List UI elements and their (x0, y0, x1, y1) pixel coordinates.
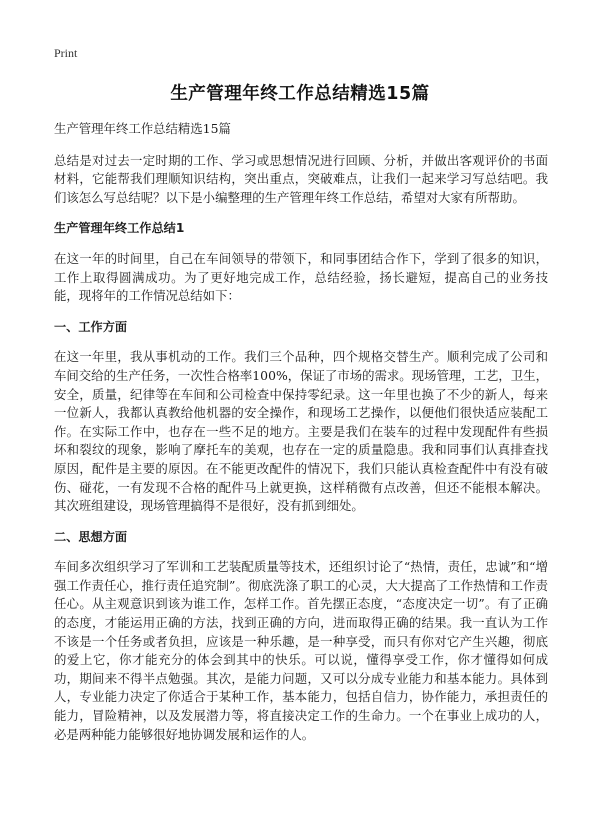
document-subtitle: 生产管理年终工作总结精选15篇 (54, 121, 231, 136)
section-heading-work: 一、工作方面 (54, 319, 128, 334)
intro-paragraph: 总结是对过去一定时期的工作、学习或思想情况进行回顾、分析，并做出客观评价的书面材料，它能帮我们理顺知识结构，突出重点，突破难点，让我们一起来学习写总结吧。我们该怎么写总结呢？以下是小编整理的生产管理年终工作总结，希望对大家有所帮助。 (54, 152, 548, 205)
section-heading-thought: 二、思想方面 (54, 529, 128, 544)
page-title: 生产管理年终工作总结精选15篇 (170, 84, 430, 104)
article-intro-paragraph: 在这一年的时间里，自己在车间领导的带领下，和同事团结合作下，学到了很多的知识，工作上取得圆满成功。为了更好地完成工作，总结经验，扬长避短，提高自己的业务技能，现将年的工作情况总结如下： (54, 250, 548, 304)
print-link[interactable]: Print (54, 46, 78, 60)
section-body-thought: 车间多次组织学习了军训和工艺装配质量等技术，还组织讨论了“热情，责任，忠诚”和“增强工作责任心，推行责任追究制”。彻底洗涤了职工的心灵，大大提高了工作热情和工作责任心。从主观意识到该为谁工作，怎样工作。首先摆正态度，“态度决定一切”。有了正确的态度，才能运用正确的方法，找到正确的方向，进而取得正确的结果。我一直认为工作不该是一个任务或者负担，应该是一种乐趣，是一种享受，而只有你对它产生兴趣，彻底的爱上它，你才能充分的体会到其中的快乐。可以说，懂得享受工作，你才懂得如何成功，期间来不得半点勉强。其次，是能力问题，又可以分成专业能力和基本能力。具体到人，专业能力决定了你适合于某种工作，基本能力，包括自信力，协作能力，承担责任的能力，冒险精神，以及发展潜力等，将直接决定工作的生命力。一个在事业上成功的人，必是两种能力能够很好地协调发展和运作的人。 (54, 559, 548, 742)
document-body (54, 120, 548, 756)
article-heading: 生产管理年终工作总结1 (54, 221, 185, 236)
section-body-work: 在这一年里，我从事机动的工作。我们三个品种，四个规格交替生产。顺利完成了公司和车间交给的生产任务，一次性合格率100%，保证了市场的需求。现场管理，工艺，卫生，安全，质量，纪律等在车间和公司检查中保持零纪录。这一年里也换了不少的新人，每来一位新人，我都认真教给他机器的安全操作，和现场工艺操作，以便他们很快适应装配工作。在实际工作中，也存在一些不足的地方。主要是我们在装车的过程中发现配件有些损坏和裂纹的现象，影响了摩托车的美观，也存在一定的质量隐患。我和同事们认真排查找原因，配件是主要的原因。在不能更改配件的情况下，我们只能认真检查配件中有没有破伤、碰花，一有发现不合格的配件马上就更换，这样稍微有点改善，但还不能根本解决。其次班组建设，现场管理搞得不是很好，没有抓到细处。 (54, 349, 548, 514)
